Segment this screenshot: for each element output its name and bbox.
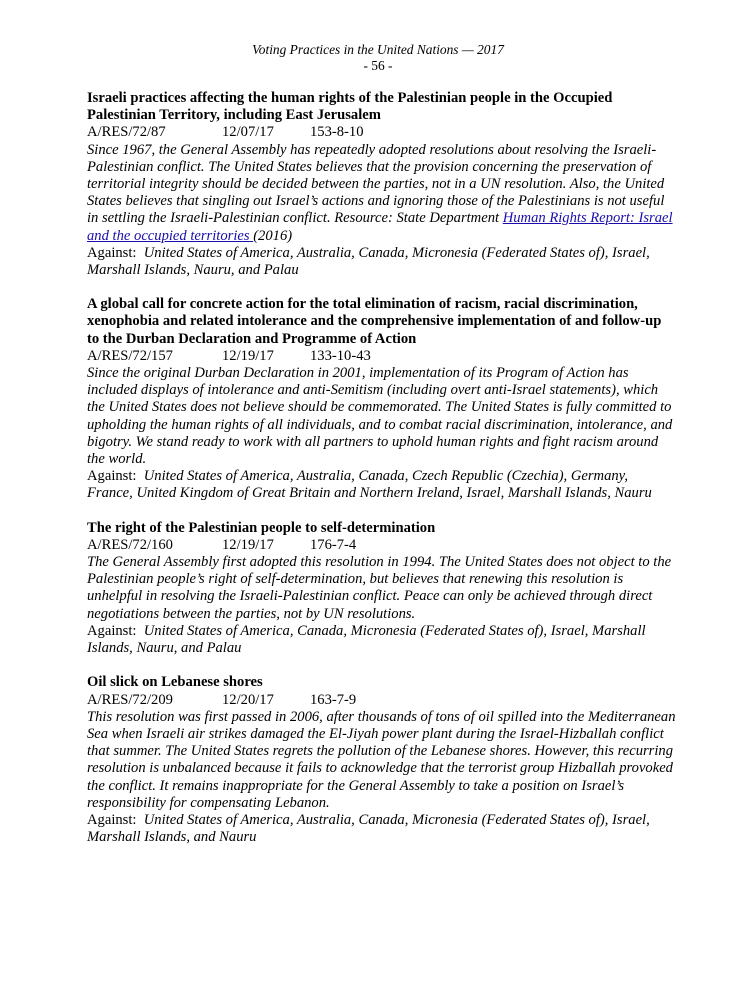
human-rights-report-link[interactable]: Human Rights Report: Israel and the occupied territories bbox=[87, 210, 673, 244]
page-header bbox=[0, 42, 756, 74]
resolution-date: 12/20/17 bbox=[222, 691, 274, 708]
against-label: Against: bbox=[87, 244, 137, 261]
resolution-title: Israeli practices affecting the human rights of the Palestinian people in the Occupied Palestinian Territory, including East Jerusalem bbox=[87, 90, 613, 124]
against-countries: United States of America, Australia, Canada, Micronesia (Federated States of), Israel, Marshall Islands, and Nauru bbox=[87, 811, 650, 846]
resolution-explanation: This resolution was first passed in 2006, after thousands of tons of oil spilled into the Mediterranean Sea when Israeli air strikes damaged the El-Jiyah power plant during the Israel-Hizballah conflict that summer. The United States regrets the pollution of the Lebanese shores. However, this recurring resolution is unbalanced because it fails to acknowledge that the terrorist group Hizballah provoked the conflict. It remains inappropriate for the General Assembly to take a position on Israel’s responsibility for compensating Lebanon. bbox=[87, 708, 676, 811]
resolution-section bbox=[87, 520, 677, 658]
resolution-number: A/RES/72/157 bbox=[87, 347, 173, 364]
against-countries: United States of America, Australia, Canada, Micronesia (Federated States of), Israel, Marshall Islands, Nauru, and Palau bbox=[87, 244, 650, 279]
against-line bbox=[87, 623, 677, 657]
against-label: Against: bbox=[87, 468, 137, 485]
resolution-date: 12/07/17 bbox=[222, 124, 274, 141]
explanation-year: (2016) bbox=[253, 227, 293, 244]
resolution-title: Oil slick on Lebanese shores bbox=[87, 674, 263, 691]
against-label: Against: bbox=[87, 811, 137, 828]
vote-tally: 153-8-10 bbox=[310, 124, 364, 141]
resolution-explanation bbox=[87, 142, 677, 245]
against-countries: United States of America, Australia, Canada, Czech Republic (Czechia), Germany, France, United Kingdom of Great Britain and Northern Ireland, Israel, Marshall Islands, Nauru bbox=[87, 468, 652, 502]
against-line bbox=[87, 812, 677, 846]
vote-tally: 163-7-9 bbox=[310, 691, 357, 708]
resolution-meta bbox=[87, 692, 677, 709]
against-countries: United States of America, Canada, Micronesia (Federated States of), Israel, Marshall Islands, Nauru, and Palau bbox=[87, 622, 646, 657]
document-title: Voting Practices in the United Nations — 2017 bbox=[252, 42, 504, 57]
resolution-number: A/RES/72/160 bbox=[87, 536, 173, 553]
resolution-title: A global call for concrete action for the total elimination of racism, racial discrimination, xenophobia and related intolerance and the comprehensive implementation of and follow-up to the Durban Declaration and Programme of Action bbox=[87, 296, 662, 347]
resolution-section bbox=[87, 296, 677, 502]
vote-tally: 176-7-4 bbox=[310, 536, 357, 553]
resolution-title: The right of the Palestinian people to self-determination bbox=[87, 519, 436, 536]
vote-tally: 133-10-43 bbox=[310, 347, 371, 364]
explanation-text: Since 1967, the General Assembly has repeatedly adopted resolutions about resolving the Israeli-Palestinian conflict. The United States believes that the provision concerning the preservation of territorial integrity should be decided between the parties, not in a UN resolution. Also, the United States believes that singling out Israel’s actions and ignoring those of the Palestinians is not useful in settling the Israeli-Palestinian conflict. Resource: State Department bbox=[87, 141, 665, 227]
resolution-meta bbox=[87, 124, 677, 141]
resolution-section bbox=[87, 90, 677, 279]
resolution-explanation: The General Assembly first adopted this resolution in 1994. The United States does not object to the Palestinian people’s right of self-determination, but believes that renewing this resolution is unhelpful in resolving the Israeli-Palestinian conflict. Peace can only be achieved through direct negotiations between the parties, not by UN resolutions. bbox=[87, 554, 672, 622]
against-line bbox=[87, 245, 677, 279]
resolution-section bbox=[87, 674, 677, 846]
against-line bbox=[87, 468, 677, 502]
against-label: Against: bbox=[87, 622, 137, 639]
resolution-date: 12/19/17 bbox=[222, 536, 274, 553]
page-number: - 56 - bbox=[363, 58, 393, 73]
resolution-explanation: Since the original Durban Declaration in 2001, implementation of its Program of Action has included displays of intolerance and anti-Semitism (including overt anti-Israel statements), which the United States does not believe should be commemorated. The United States is fully committed to upholding the human rights of all individuals, and to combat racial discrimination, intolerance, and bigotry. We stand ready to work with all partners to uphold human rights and fight racism around the world. bbox=[87, 365, 673, 468]
resolution-number: A/RES/72/87 bbox=[87, 124, 166, 141]
resolution-meta bbox=[87, 348, 677, 365]
resolution-date: 12/19/17 bbox=[222, 347, 274, 364]
document-body bbox=[87, 90, 677, 863]
resolution-meta bbox=[87, 537, 677, 554]
resolution-number: A/RES/72/209 bbox=[87, 691, 173, 708]
